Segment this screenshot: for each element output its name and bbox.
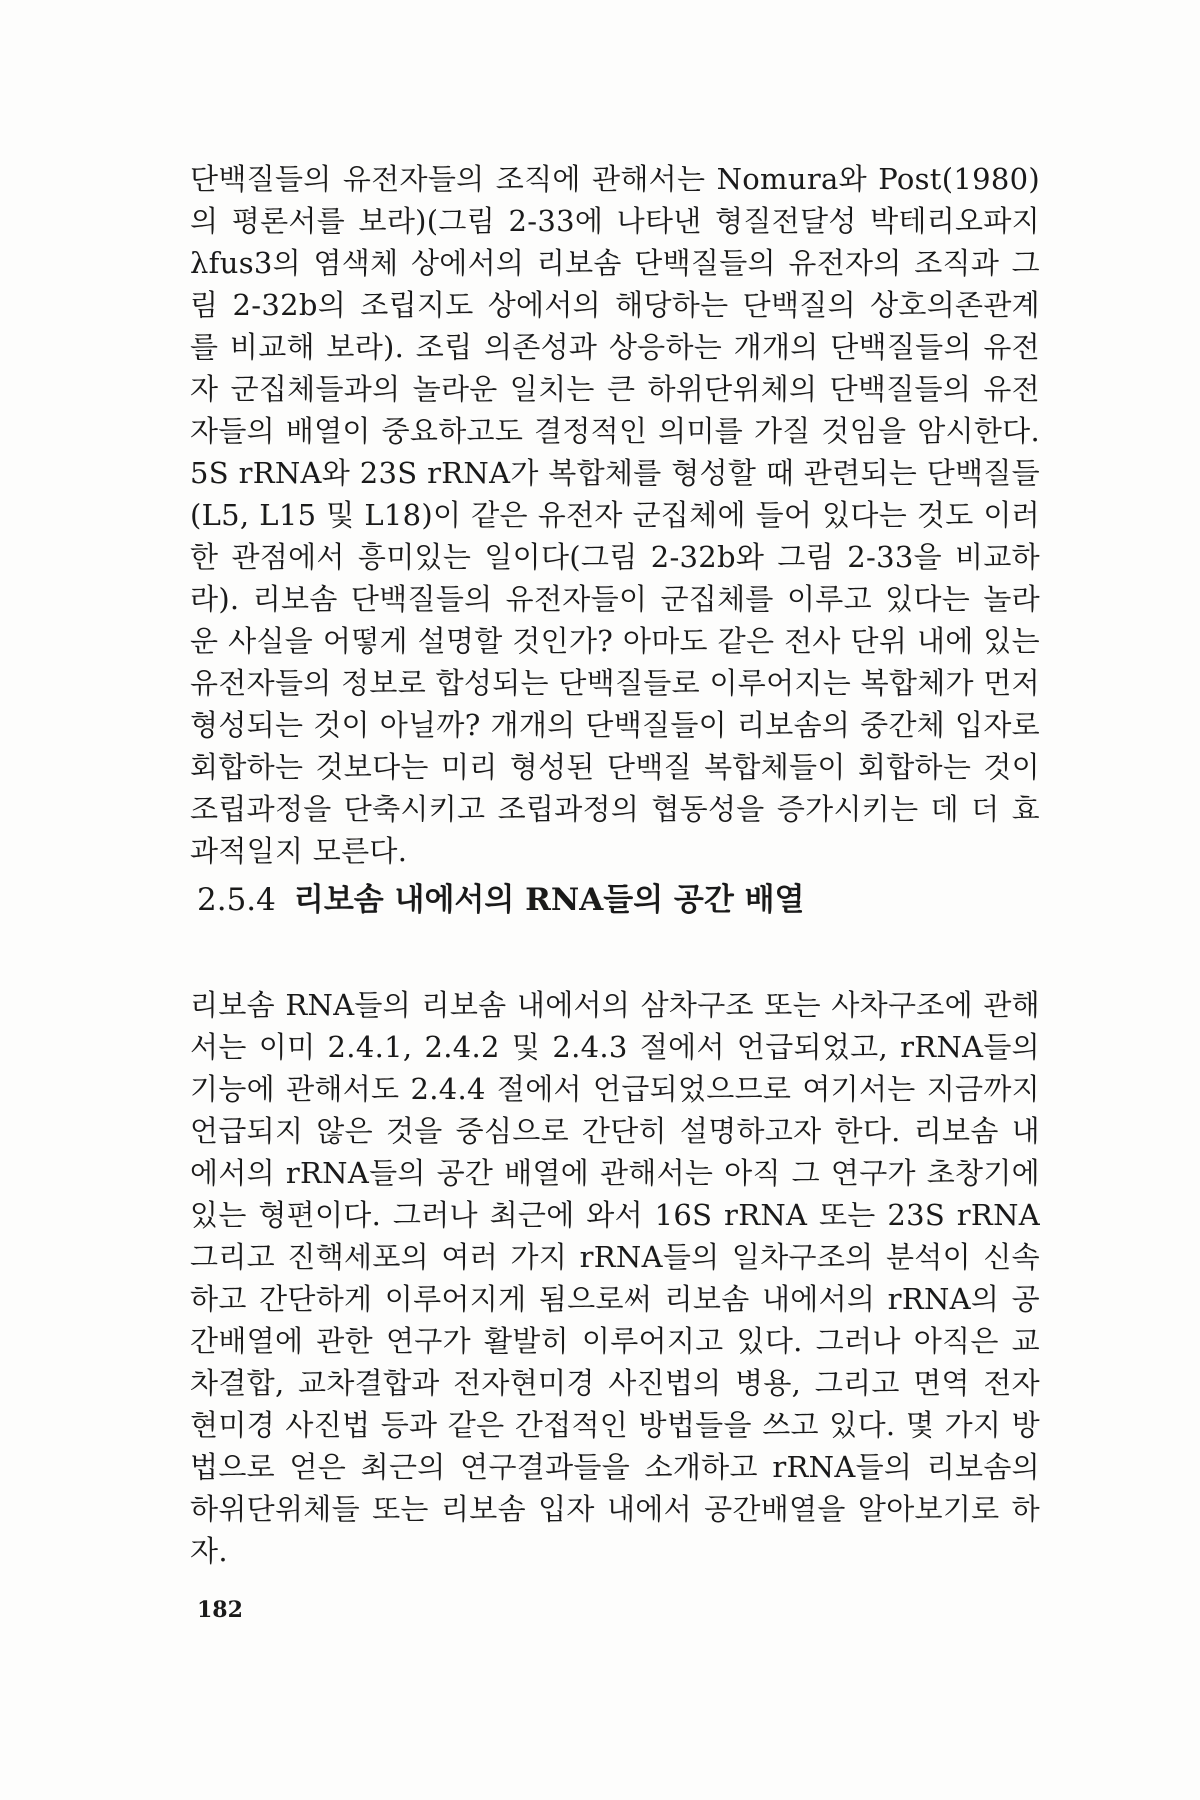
- section-title: 리보솜 내에서의 RNA들의 공간 배열: [293, 882, 805, 918]
- body-paragraph-1: 단백질들의 유전자들의 조직에 관해서는 Nomura와 Post(1980)의 평론서를 보라)(그림 2-33에 나타낸 형질전달성 박테리오파지 λfus3의 염색체 상에서의 리보솜 단백질들의 유전자의 조직과 그림 2-32b의 조립지도 상에서의 해당하는 단백질의 상호의존관계를 비교해 보라). 조립 의존성과 상응하는 개개의 단백질들의 유전자 군집체들과의 놀라운 일치는 큰 하위단위체의 단백질들의 유전자들의 배열이 중요하고도 결정적인 의미를 가질 것임을 암시한다. 5S rRNA와 23S rRNA가 복합체를 형성할 때 관련되는 단백질들(L5, L15 및 L18)이 같은 유전자 군집체에 들어 있다는 것도 이러한 관점에서 흥미있는 일이다(그림 2-32b와 그림 2-33을 비교하라). 리보솜 단백질들의 유전자들이 군집체를 이루고 있다는 놀라운 사실을 어떻게 설명할 것인가? 아마도 같은 전사 단위 내에 있는 유전자들의 정보로 합성되는 단백질들로 이루어지는 복합체가 먼저 형성되는 것이 아닐까? 개개의 단백질들이 리보솜의 중간체 입자로 회합하는 것보다는 미리 형성된 단백질 복합체들이 회합하는 것이 조립과정을 단축시키고 조립과정의 협동성을 증가시키는 데 더 효과적일지 모른다.: [190, 162, 1040, 868]
- page-number: 182: [197, 1597, 243, 1623]
- body-paragraph-2: 리보솜 RNA들의 리보솜 내에서의 삼차구조 또는 사차구조에 관해서는 이미 2.4.1, 2.4.2 및 2.4.3 절에서 언급되었고, rRNA들의 기능에 관해서도 2.4.4 절에서 언급되었으므로 여기서는 지금까지 언급되지 않은 것을 중심으로 간단히 설명하고자 한다. 리보솜 내에서의 rRNA들의 공간 배열에 관해서는 아직 그 연구가 초창기에 있는 형편이다. 그러나 최근에 와서 16S rRNA 또는 23S rRNA 그리고 진핵세포의 여러 가지 rRNA들의 일차구조의 분석이 신속하고 간단하게 이루어지게 됨으로써 리보솜 내에서의 rRNA의 공간배열에 관한 연구가 활발히 이루어지고 있다. 그러나 아직은 교차결합, 교차결합과 전자현미경 사진법의 병용, 그리고 면역 전자현미경 사진법 등과 같은 간접적인 방법들을 쓰고 있다. 몇 가지 방법으로 얻은 최근의 연구결과들을 소개하고 rRNA들의 리보솜의 하위단위체들 또는 리보솜 입자 내에서 공간배열을 알아보기로 하자.: [190, 988, 1040, 1568]
- section-heading: [197, 880, 805, 920]
- section-number: 2.5.4: [197, 882, 276, 918]
